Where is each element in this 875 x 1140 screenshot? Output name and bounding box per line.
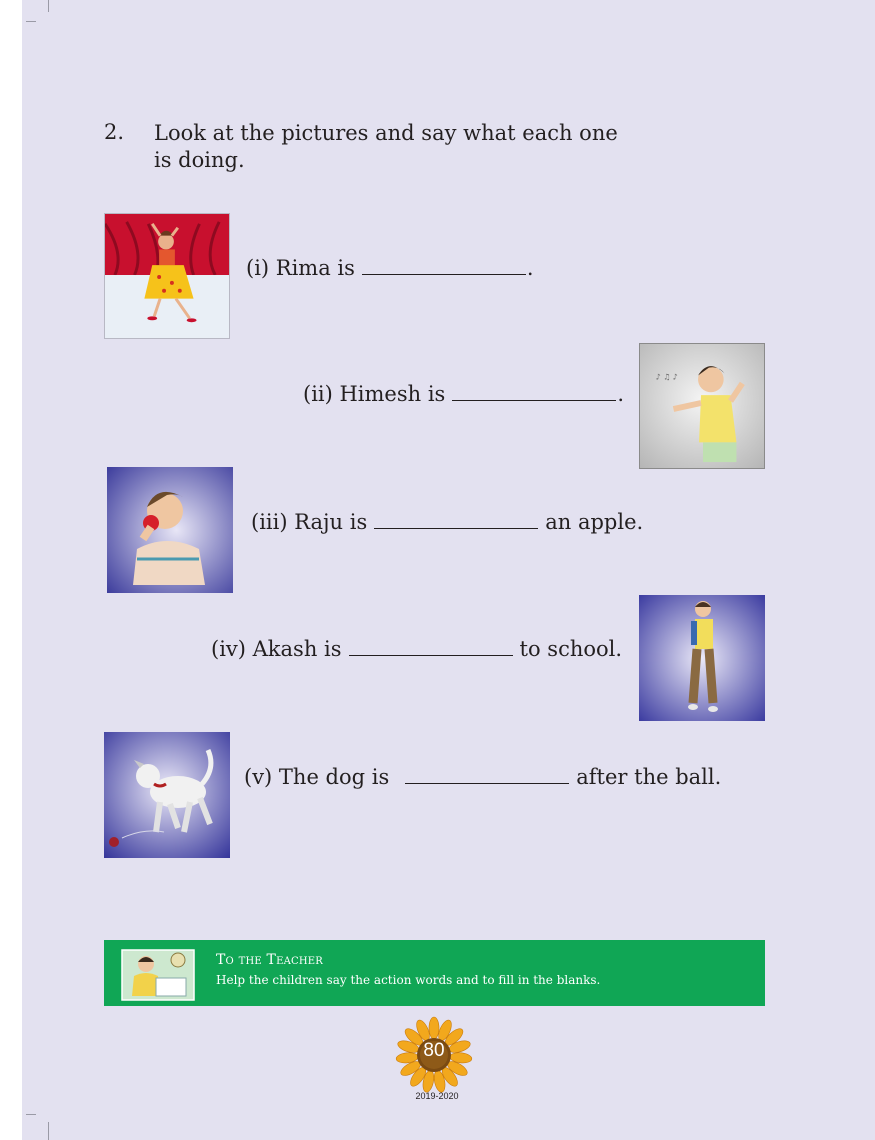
answer-blank[interactable] — [405, 782, 569, 784]
item-suffix: after the ball. — [576, 765, 722, 789]
item-label: (iv) Akash is — [211, 637, 342, 661]
teacher-reading-icon — [116, 946, 204, 1002]
item-row-3 — [251, 510, 643, 534]
boy-eating-apple-illustration — [107, 467, 233, 593]
svg-text:♪ ♫ ♪: ♪ ♫ ♪ — [655, 372, 678, 382]
answer-blank[interactable] — [362, 273, 526, 275]
item-label: (i) Rima is — [246, 256, 355, 280]
item-row-5 — [244, 765, 721, 789]
item-label: (ii) Himesh is — [303, 382, 446, 406]
item-row-4 — [211, 637, 622, 661]
page-number: 80 — [423, 1040, 445, 1061]
teacher-note-banner — [104, 940, 765, 1006]
answer-blank[interactable] — [374, 527, 538, 529]
item-label: (iii) Raju is — [251, 510, 368, 534]
question-number: 2. — [104, 120, 125, 144]
item-suffix: to school. — [519, 637, 623, 661]
teacher-note-title: To the Teacher — [216, 952, 323, 968]
item-suffix: . — [617, 382, 625, 406]
item-label: (v) The dog is — [244, 765, 390, 789]
dog-running-illustration — [104, 732, 230, 858]
teacher-note-text: Help the children say the action words and to fill in the blanks. — [216, 973, 601, 987]
girl-dancing-illustration — [104, 213, 230, 339]
crop-mark — [48, 1122, 49, 1140]
answer-blank[interactable] — [452, 399, 616, 401]
answer-blank[interactable] — [349, 654, 513, 656]
item-row-2 — [303, 382, 624, 406]
crop-mark — [26, 1114, 36, 1115]
question-text: Look at the pictures and say what each one is doing. — [154, 121, 618, 172]
item-suffix: an apple. — [545, 510, 644, 534]
boy-singing-illustration — [639, 343, 765, 469]
boy-walking-illustration — [639, 595, 765, 721]
edition-year: 2019-2020 — [415, 1091, 459, 1101]
crop-mark — [48, 0, 49, 12]
item-suffix: . — [526, 256, 534, 280]
item-row-1 — [246, 256, 534, 280]
crop-mark — [26, 21, 36, 22]
